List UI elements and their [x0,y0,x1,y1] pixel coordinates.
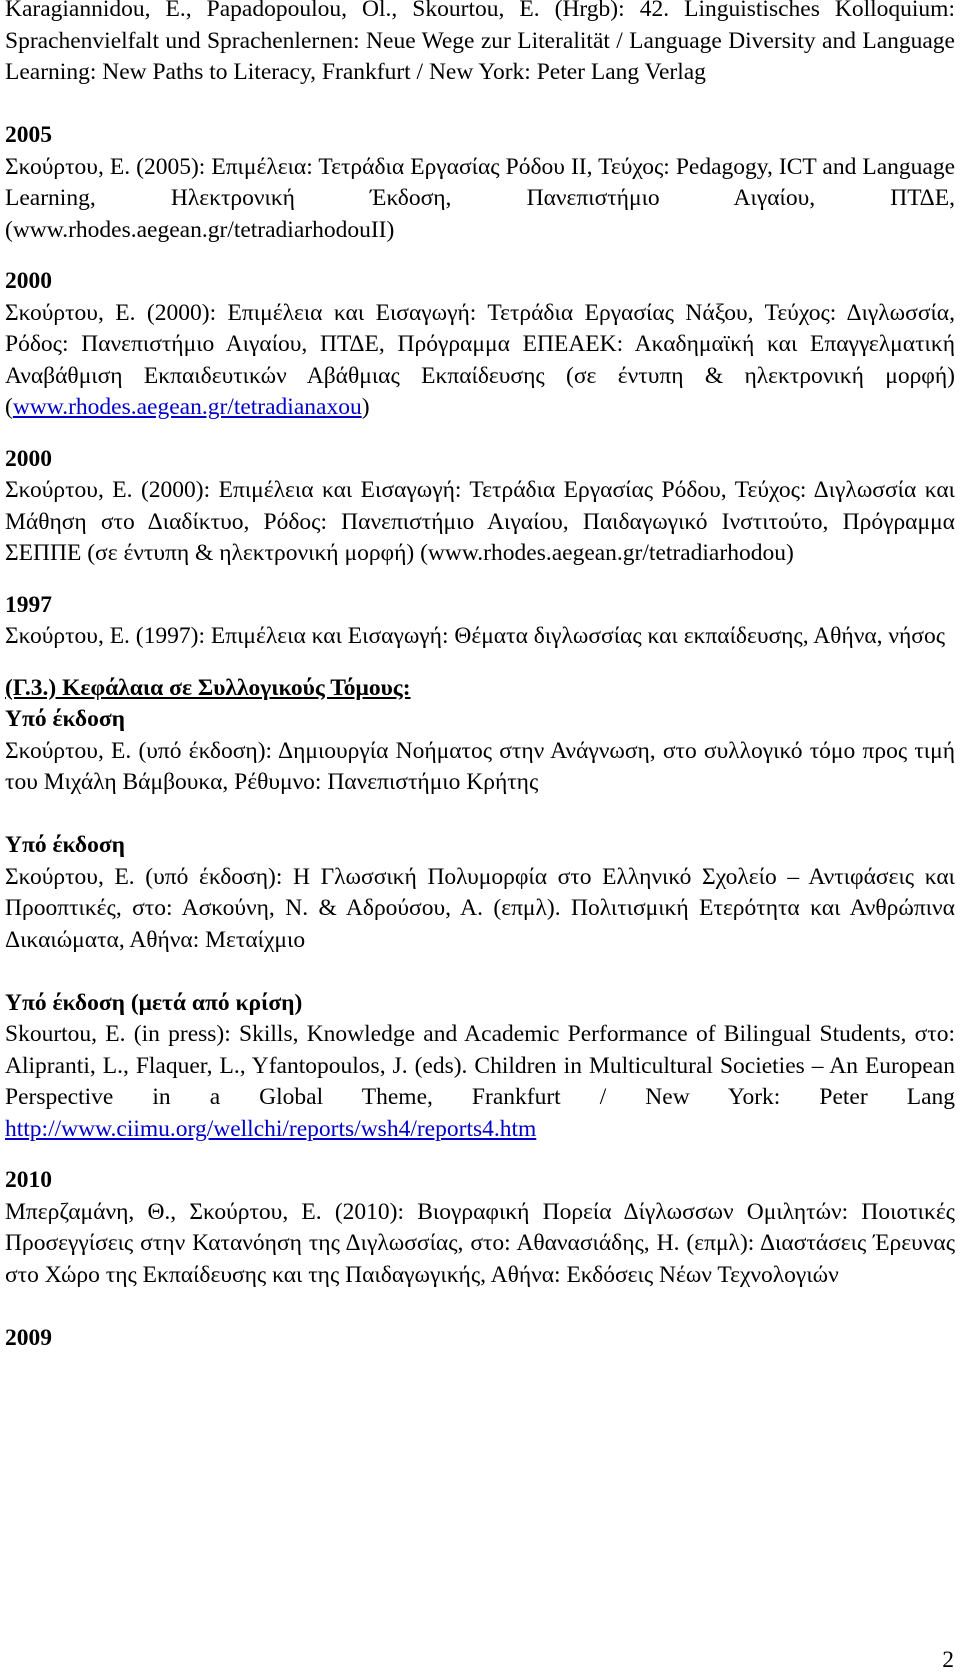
status-heading: Υπό έκδοση [5,706,125,732]
spacer [5,799,955,831]
reference-entry: Karagiannidou, E., Papadopoulou, Ol., Skourtou, E. (Hrgb): 42. Linguistisches Kolloquium: Sprachenvielfalt und Sprachenlernen: Neue Wege zur Literalität / Language Diversity and Language Learning: New Paths to Literacy, Frankfurt / New York: Peter Lang Verlag [5,0,955,85]
spacer [5,956,955,988]
spacer [5,570,955,590]
reference-text: Skourtou, E. (in press): Skills, Knowledge and Academic Performance of Bilingual Students, στο: Alipranti, L., Flaquer, L., Yfantopoulos, J. (eds). Children in Multicultural Societies – An European Perspective in a Global Theme, Frankfurt / New York: Peter Lang [5,1021,955,1110]
year-heading: 2005 [5,122,52,148]
spacer [5,1145,955,1165]
reference-entry [5,1019,955,1145]
page-number: 2 [942,1647,954,1673]
year-heading: 2000 [5,268,52,294]
section-title: (Γ.3.) Κεφάλαια σε Συλλογικούς Τόμους: [5,674,411,701]
status-heading: Υπό έκδοση [5,832,125,858]
reference-entry: Σκούρτου, Ε. (υπό έκδοση): Δημιουργία Νοήματος στην Ανάγνωση, στο συλλογικό τόμο προς τιμή του Μιχάλη Βάμβουκα, Ρέθυμνο: Πανεπιστήμιο Κρήτης [5,737,955,795]
reference-text-end: ) [361,394,370,420]
year-heading: 2000 [5,445,52,472]
spacer [5,653,955,673]
reference-text: Σκούρτου, Ε. (2000): Επιμέλεια και Εισαγωγή: Τετράδια Εργασίας Νάξου, Τεύχος: Διγλωσσία, Ρόδος: Πανεπιστήμιο Αιγαίου, ΠΤΔΕ, Πρόγραμμα ΕΠΕΑΕΚ: Ακαδημαϊκή και Επαγγελματική Αναβάθμιση Εκπαιδευτικών Αβάθμιας Εκπαίδευσης (σε έντυπη & ηλεκτρονική μορφή) ( [5,299,955,420]
reference-entry: Μπερζαμάνη, Θ., Σκούρτου, Ε. (2010): Βιογραφική Πορεία Δίγλωσσων Ομιλητών: Ποιοτικές Προσεγγίσεις στην Κατανόηση της Διγλωσσίας, στο: Αθανασιάδης, Η. (επμλ): Διαστάσεις Έρευνας στο Χώρο της Εκπαίδευσης και της Παιδαγωγικής, Αθήνα: Εκδόσεις Νέων Τεχνολογιών [5,1198,955,1288]
year-heading: 2010 [5,1167,52,1193]
spacer [5,1291,955,1323]
status-heading: Υπό έκδοση (μετά από κρίση) [5,989,303,1016]
document-page [5,0,955,1354]
reference-entry [5,298,955,424]
year-heading: 2009 [5,1324,52,1351]
reference-entry: Σκούρτου, Ε. (2000): Επιμέλεια και Εισαγωγή: Τετράδια Εργασίας Ρόδου, Τεύχος: Διγλωσσία και Μάθηση στο Διαδίκτυο, Ρόδος: Πανεπιστήμιο Αιγαίου, Παιδαγωγικό Ινστιτούτο, Πρόγραμμα ΣΕΠΠΕ (σε έντυπη & ηλεκτρονική μορφή) (www.rhodes.aegean.gr/tetradiarhodou) [5,477,955,566]
reference-link[interactable]: http://www.ciimu.org/wellchi/reports/wsh4/reports4.htm [5,1115,537,1142]
spacer [5,246,955,266]
spacer [5,89,955,121]
reference-entry: Σκούρτου, Ε. (2005): Επιμέλεια: Τετράδια Εργασίας Ρόδου ΙΙ, Τεύχος: Pedagogy, ICT and Language Learning, Ηλεκτρονική Έκδοση, Πανεπιστήμιο Αιγαίου, ΠΤΔΕ, (www.rhodes.aegean.gr/tetradiarhodouII) [5,153,955,243]
reference-link[interactable]: www.rhodes.aegean.gr/tetradianaxou [12,394,362,420]
spacer [5,424,955,444]
reference-entry: Σκούρτου, Ε. (1997): Επιμέλεια και Εισαγωγή: Θέματα διγλωσσίας και εκπαίδευσης, Αθήνα, νήσος [5,623,946,649]
year-heading: 1997 [5,591,52,618]
reference-entry: Σκούρτου, Ε. (υπό έκδοση): Η Γλωσσική Πολυμορφία στο Ελληνικό Σχολείο – Αντιφάσεις και Προοπτικές, στο: Ασκούνη, Ν. & Αδρούσου, Α. (επμλ). Πολιτισμική Ετερότητα και Ανθρώπινα Δικαιώματα, Αθήνα: Μεταίχμιο [5,863,955,953]
